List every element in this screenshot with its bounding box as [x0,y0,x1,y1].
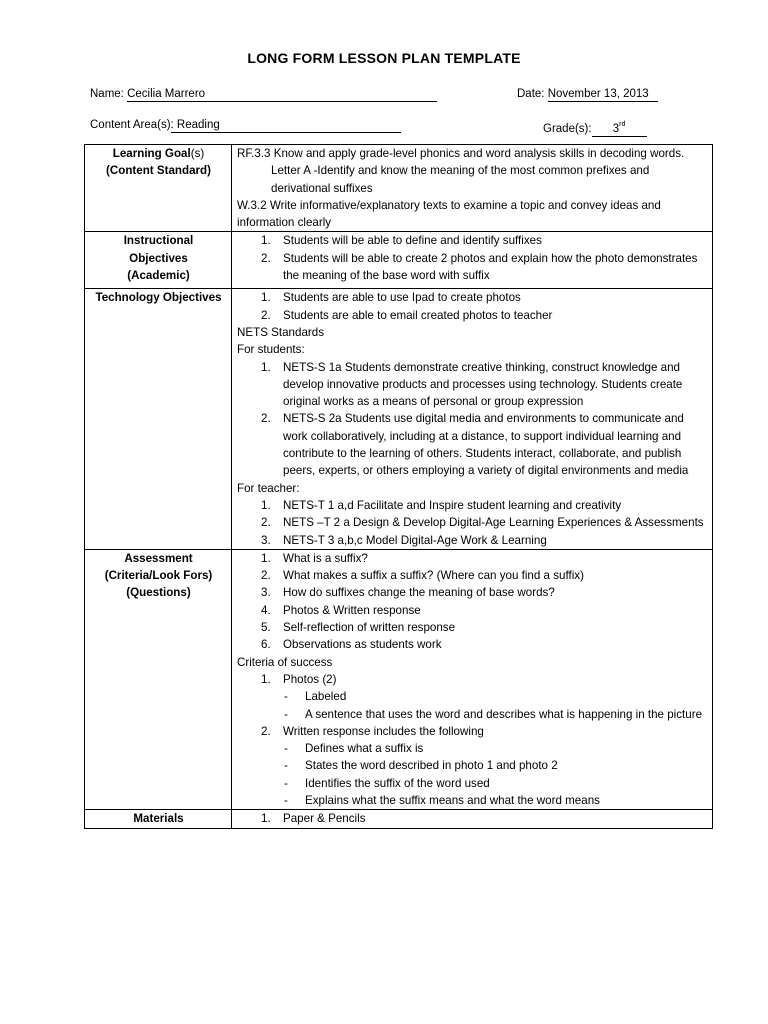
sub-list-item: - States the word described in photo 1 and photo 2 [284,759,558,773]
grade-value: 3 [612,123,620,135]
date-field [517,87,658,102]
learning-goal-row [85,145,713,232]
assessment-label: Assessment (Criteria/Look Fors) (Questions) [85,549,232,809]
list-item: 2. Students are able to email created photos to teacher [261,308,553,322]
content-area-label: Content Area(s) [90,119,171,131]
sub-list-item: - Labeled [284,690,347,704]
content-area-value: : Reading [171,118,401,133]
materials-label: Materials [85,810,232,828]
list-item: 5. Self-reflection of written response [261,621,456,635]
list-item: 1. Students will be able to define and identify suffixes [261,234,542,248]
sub-list-item: - Defines what a suffix is [284,742,424,756]
criteria-heading: Criteria of success [237,655,333,669]
list-item: 1. Students are able to use Ipad to create photos [261,291,521,305]
list-item: 1. Photos (2) [261,672,337,686]
nets-heading: NETS Standards [237,325,324,339]
assessment-row [85,549,713,809]
list-item: 6. Observations as students work [261,638,442,652]
list-item: 2. What makes a suffix a suffix? (Where can you find a suffix) [261,569,584,583]
standard-rf: RF.3.3 Know and apply grade-level phonics and word analysis skills in decoding words. [237,147,685,160]
date-label: Date: [517,88,548,100]
lesson-plan-table [84,144,713,829]
learning-goal-content [232,145,713,232]
list-item: 2. NETS –T 2 a Design & Develop Digital-Age Learning Experiences & Assessments [261,516,704,530]
technology-objectives-row [85,289,713,549]
list-item: 1. Paper & Pencils [261,812,366,826]
standard-letter-a: Letter A -Identify and know the meaning of the most common prefixes and derivational suffixes [271,164,650,195]
technology-objectives-label: Technology Objectives [85,289,232,549]
teacher-heading: For teacher: [237,481,300,495]
assessment-content [232,549,713,809]
list-item: 2. NETS-S 2a Students use digital media and environments to communicate and work collaboratively, including at a distance, to support individual learning and contribute to the learning of others. Students interact, collaborate, and publish peers, experts, or others employing a variety of digital environments and media [261,412,689,478]
sub-list-item: - A sentence that uses the word and describes what is happening in the picture [284,707,703,721]
sub-list-item: - Explains what the suffix means and what the word means [284,793,600,807]
list-item: 4. Photos & Written response [261,603,421,617]
instructional-objectives-label: Instructional Objectives (Academic) [85,232,232,289]
list-item: 1. NETS-T 1 a,d Facilitate and Inspire student learning and creativity [261,498,622,512]
name-label: Name: [90,88,128,100]
learning-goal-label: Learning Goal(s) (Content Standard) [85,145,232,232]
grade-field [543,118,647,137]
grade-label: Grade(s): [543,123,592,135]
list-item: 3. How do suffixes change the meaning of base words? [261,586,555,600]
sub-list-item: - Identifies the suffix of the word used [284,776,490,790]
standard-w: W.3.2 Write informative/explanatory texts to examine a topic and convey ideas and information clearly [237,198,661,230]
grade-suffix: rd [619,121,626,128]
page-title: LONG FORM LESSON PLAN TEMPLATE [247,50,521,66]
students-heading: For students: [237,343,305,357]
instructional-objectives-content [232,232,713,289]
instructional-objectives-row [85,232,713,289]
name-field [90,87,437,102]
list-item: 1. What is a suffix? [261,551,368,565]
materials-content [232,810,713,828]
list-item: 3. NETS-T 3 a,b,c Model Digital-Age Work & Learning [261,533,547,547]
name-value: Cecilia Marrero [127,87,437,102]
technology-objectives-content [232,289,713,549]
list-item: 1. NETS-S 1a Students demonstrate creative thinking, construct knowledge and develop innovative products and processes using technology. Students create original works as a means of personal or group expression [261,360,683,409]
content-area-field [90,118,401,133]
materials-row [85,810,713,828]
date-value: November 13, 2013 [548,87,658,102]
list-item: 2. Students will be able to create 2 photos and explain how the photo demonstrates the meaning of the base word with suffix [261,251,698,283]
grade-value-wrap [592,118,647,137]
list-item: 2. Written response includes the following [261,724,484,738]
